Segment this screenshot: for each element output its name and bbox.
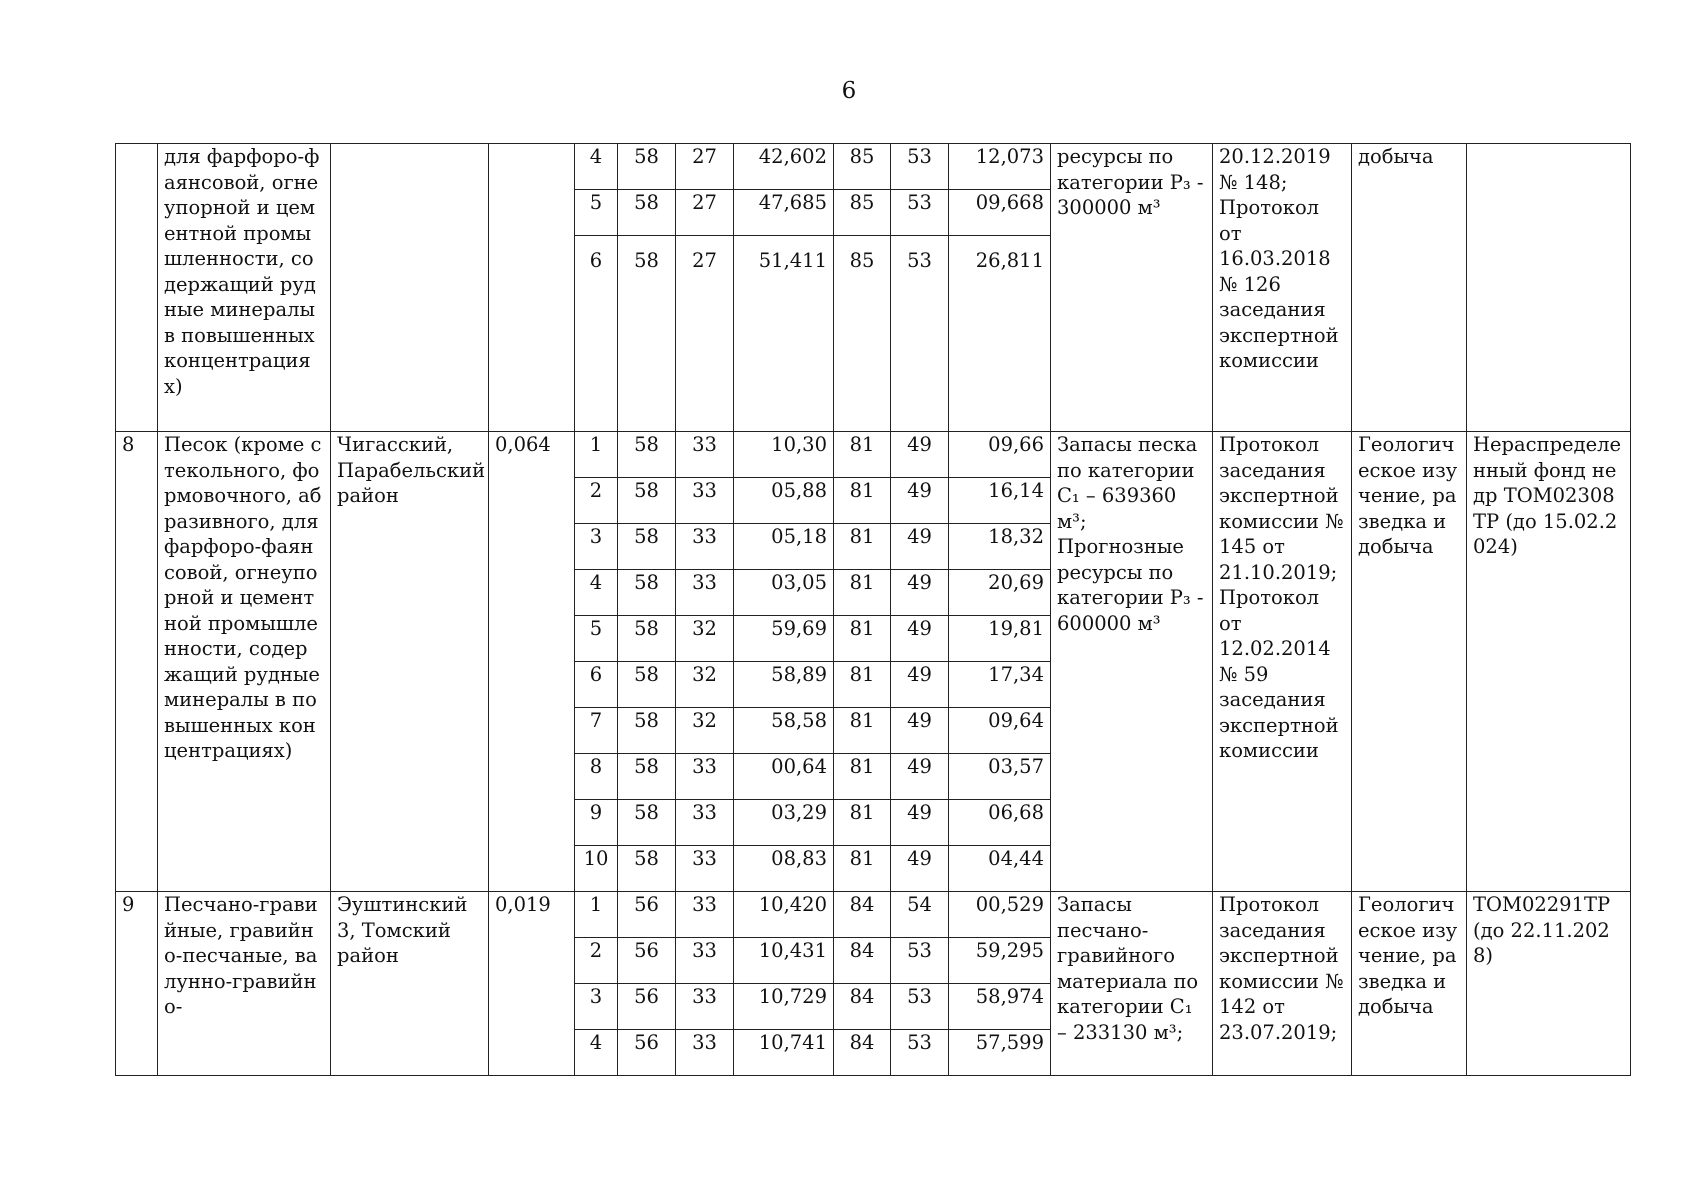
purpose-cell: добыча xyxy=(1352,144,1467,432)
lat-minutes: 32 xyxy=(676,616,734,662)
lon-degrees: 81 xyxy=(834,478,891,524)
lat-minutes: 32 xyxy=(676,662,734,708)
lon-seconds: 17,34 xyxy=(949,662,1051,708)
lat-seconds: 10,420 xyxy=(734,892,834,938)
lat-minutes: 33 xyxy=(676,1030,734,1076)
point-number: 1 xyxy=(575,892,618,938)
lon-degrees: 84 xyxy=(834,892,891,938)
lat-minutes: 32 xyxy=(676,708,734,754)
point-number: 4 xyxy=(575,570,618,616)
table-row xyxy=(116,144,1631,190)
mineral-name: Песок (кроме стекольного, формовочного, абразивного, для фарфоро-фаянсовой, огнеупорной и цементной промышленности, содержащий рудные минералы в повышенных концентрациях) xyxy=(158,432,331,892)
point-number: 10 xyxy=(575,846,618,892)
lon-degrees: 84 xyxy=(834,1030,891,1076)
point-number: 7 xyxy=(575,708,618,754)
lat-seconds: 05,18 xyxy=(734,524,834,570)
lat-seconds: 47,685 xyxy=(734,190,834,236)
point-number: 5 xyxy=(575,190,618,236)
lat-degrees: 58 xyxy=(618,478,676,524)
lon-degrees: 81 xyxy=(834,524,891,570)
lon-degrees: 85 xyxy=(834,190,891,236)
lat-minutes: 33 xyxy=(676,754,734,800)
point-number: 2 xyxy=(575,478,618,524)
lat-degrees: 58 xyxy=(618,432,676,478)
lat-degrees: 58 xyxy=(618,616,676,662)
lat-seconds: 08,83 xyxy=(734,846,834,892)
lat-minutes: 33 xyxy=(676,800,734,846)
lat-minutes: 27 xyxy=(676,144,734,190)
point-number: 8 xyxy=(575,754,618,800)
lon-seconds: 04,44 xyxy=(949,846,1051,892)
lon-seconds: 16,14 xyxy=(949,478,1051,524)
lat-seconds: 42,602 xyxy=(734,144,834,190)
protocol-cell: Протокол заседания экспертной комиссии № 142 от 23.07.2019; xyxy=(1213,892,1352,1076)
lon-minutes: 49 xyxy=(891,800,949,846)
lon-degrees: 81 xyxy=(834,846,891,892)
lon-seconds: 19,81 xyxy=(949,616,1051,662)
table-row xyxy=(116,892,1631,938)
lat-minutes: 33 xyxy=(676,892,734,938)
lon-degrees: 84 xyxy=(834,984,891,1030)
point-number: 9 xyxy=(575,800,618,846)
point-number: 6 xyxy=(575,662,618,708)
plot-location: Эуштинский 3, Томский район xyxy=(331,892,489,1076)
point-number: 6 xyxy=(575,236,618,432)
lat-degrees: 58 xyxy=(618,708,676,754)
lat-seconds: 10,741 xyxy=(734,1030,834,1076)
subsoil-plots-table xyxy=(115,143,1631,1076)
purpose-cell: Геологическое изучение, разведка и добыча xyxy=(1352,892,1467,1076)
point-number: 2 xyxy=(575,938,618,984)
point-number: 5 xyxy=(575,616,618,662)
protocol-cell: 20.12.2019 № 148; Протокол от 16.03.2018 № 126 заседания экспертной комиссии xyxy=(1213,144,1352,432)
point-number: 4 xyxy=(575,1030,618,1076)
status-cell xyxy=(1467,144,1631,432)
lat-minutes: 33 xyxy=(676,478,734,524)
lat-minutes: 33 xyxy=(676,938,734,984)
lon-minutes: 49 xyxy=(891,432,949,478)
lat-degrees: 58 xyxy=(618,754,676,800)
row-number: 8 xyxy=(116,432,158,892)
status-cell: Нераспределенный фонд недр ТОМ02308ТР (до 15.02.2024) xyxy=(1467,432,1631,892)
lon-seconds: 09,64 xyxy=(949,708,1051,754)
lon-minutes: 49 xyxy=(891,524,949,570)
lon-minutes: 49 xyxy=(891,708,949,754)
lat-degrees: 58 xyxy=(618,144,676,190)
mineral-name: для фарфоро-фаянсовой, огнеупорной и цементной промышленности, содержащий рудные минералы в повышенных концентрациях) xyxy=(158,144,331,432)
lat-degrees: 56 xyxy=(618,892,676,938)
lat-minutes: 33 xyxy=(676,432,734,478)
lon-minutes: 49 xyxy=(891,846,949,892)
lon-minutes: 49 xyxy=(891,570,949,616)
lon-seconds: 59,295 xyxy=(949,938,1051,984)
resources-cell: Запасы песчано-гравийного материала по категории C₁ – 233130 м³; xyxy=(1051,892,1213,1076)
lat-minutes: 33 xyxy=(676,524,734,570)
lon-minutes: 53 xyxy=(891,236,949,432)
lon-degrees: 85 xyxy=(834,236,891,432)
lat-degrees: 58 xyxy=(618,190,676,236)
lat-degrees: 58 xyxy=(618,800,676,846)
lon-seconds: 03,57 xyxy=(949,754,1051,800)
lon-degrees: 81 xyxy=(834,754,891,800)
lon-minutes: 54 xyxy=(891,892,949,938)
lat-seconds: 10,431 xyxy=(734,938,834,984)
lat-degrees: 56 xyxy=(618,984,676,1030)
point-number: 1 xyxy=(575,432,618,478)
lon-seconds: 58,974 xyxy=(949,984,1051,1030)
point-number: 4 xyxy=(575,144,618,190)
lon-seconds: 57,599 xyxy=(949,1030,1051,1076)
lat-seconds: 10,30 xyxy=(734,432,834,478)
lon-seconds: 00,529 xyxy=(949,892,1051,938)
lon-degrees: 81 xyxy=(834,662,891,708)
table-row xyxy=(116,432,1631,478)
lat-seconds: 58,58 xyxy=(734,708,834,754)
lat-seconds: 00,64 xyxy=(734,754,834,800)
lat-minutes: 33 xyxy=(676,570,734,616)
lon-degrees: 84 xyxy=(834,938,891,984)
lat-seconds: 59,69 xyxy=(734,616,834,662)
plot-area: 0,064 xyxy=(489,432,575,892)
lat-seconds: 05,88 xyxy=(734,478,834,524)
plot-area: 0,019 xyxy=(489,892,575,1076)
lon-degrees: 81 xyxy=(834,708,891,754)
lon-minutes: 53 xyxy=(891,144,949,190)
lon-seconds: 09,668 xyxy=(949,190,1051,236)
lon-degrees: 85 xyxy=(834,144,891,190)
page-number: 6 xyxy=(841,78,857,104)
lon-seconds: 20,69 xyxy=(949,570,1051,616)
lat-degrees: 58 xyxy=(618,846,676,892)
lat-minutes: 33 xyxy=(676,984,734,1030)
lat-seconds: 03,05 xyxy=(734,570,834,616)
lat-degrees: 58 xyxy=(618,236,676,432)
row-number: 9 xyxy=(116,892,158,1076)
lat-minutes: 27 xyxy=(676,190,734,236)
lat-degrees: 58 xyxy=(618,570,676,616)
lon-minutes: 49 xyxy=(891,662,949,708)
status-cell: ТОМ02291ТР (до 22.11.2028) xyxy=(1467,892,1631,1076)
lon-minutes: 53 xyxy=(891,938,949,984)
lon-seconds: 12,073 xyxy=(949,144,1051,190)
lon-degrees: 81 xyxy=(834,432,891,478)
lat-seconds: 58,89 xyxy=(734,662,834,708)
plot-location: Чигасский, Парабельский район xyxy=(331,432,489,892)
lat-seconds: 03,29 xyxy=(734,800,834,846)
resources-cell: Запасы песка по категории C₁ – 639360 м³; Прогнозные ресурсы по категории P₃ - 600000 м³ xyxy=(1051,432,1213,892)
plot-location xyxy=(331,144,489,432)
purpose-cell: Геологическое изучение, разведка и добыча xyxy=(1352,432,1467,892)
lat-seconds: 10,729 xyxy=(734,984,834,1030)
lon-minutes: 53 xyxy=(891,190,949,236)
lon-minutes: 49 xyxy=(891,616,949,662)
lon-degrees: 81 xyxy=(834,800,891,846)
lat-minutes: 33 xyxy=(676,846,734,892)
lon-minutes: 53 xyxy=(891,1030,949,1076)
lon-minutes: 53 xyxy=(891,984,949,1030)
lat-degrees: 58 xyxy=(618,662,676,708)
lon-minutes: 49 xyxy=(891,478,949,524)
resources-cell: ресурсы по категории P₃ - 300000 м³ xyxy=(1051,144,1213,432)
lon-seconds: 26,811 xyxy=(949,236,1051,432)
lon-seconds: 18,32 xyxy=(949,524,1051,570)
lat-degrees: 56 xyxy=(618,938,676,984)
row-number xyxy=(116,144,158,432)
lat-degrees: 56 xyxy=(618,1030,676,1076)
plot-area xyxy=(489,144,575,432)
point-number: 3 xyxy=(575,524,618,570)
lat-minutes: 27 xyxy=(676,236,734,432)
lat-seconds: 51,411 xyxy=(734,236,834,432)
lon-seconds: 06,68 xyxy=(949,800,1051,846)
lon-degrees: 81 xyxy=(834,570,891,616)
protocol-cell: Протокол заседания экспертной комиссии № 145 от 21.10.2019; Протокол от 12.02.2014 № 59 заседания экспертной комиссии xyxy=(1213,432,1352,892)
point-number: 3 xyxy=(575,984,618,1030)
lon-degrees: 81 xyxy=(834,616,891,662)
lon-minutes: 49 xyxy=(891,754,949,800)
mineral-name: Песчано-гравийные, гравийно-песчаные, валунно-гравийно- xyxy=(158,892,331,1076)
lat-degrees: 58 xyxy=(618,524,676,570)
lon-seconds: 09,66 xyxy=(949,432,1051,478)
